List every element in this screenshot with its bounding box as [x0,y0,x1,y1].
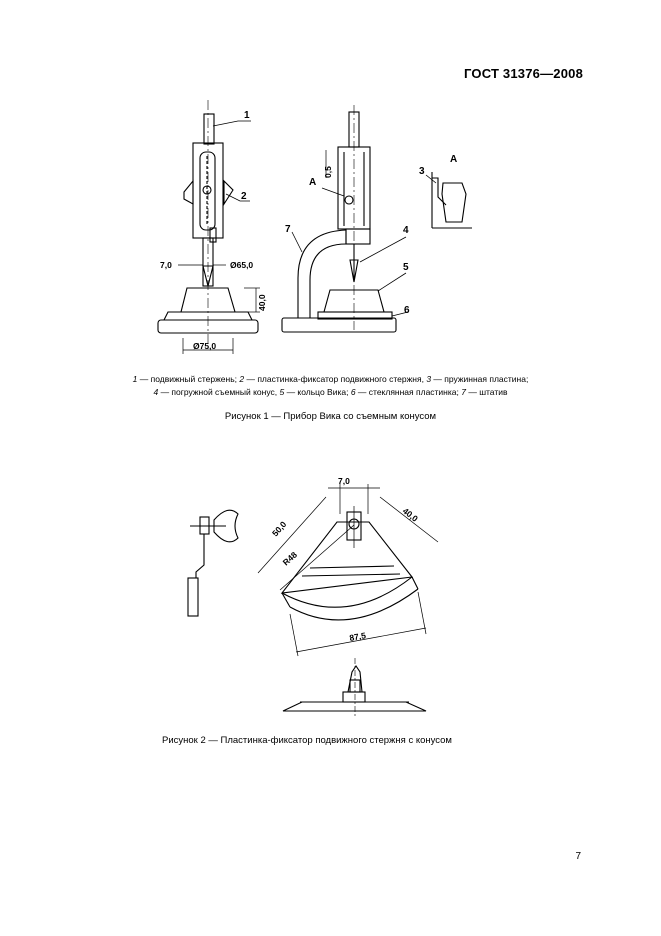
fig1-front-view [158,100,260,354]
dim-7-0: 7,0 [160,260,172,270]
callout-3: 3 [419,166,425,177]
callout-6: 6 [404,305,410,316]
fig1-side-view [282,105,408,332]
callout-4: 4 [403,225,409,236]
standard-header: ГОСТ 31376—2008 [464,66,583,81]
dim-0-5: 0,5 [323,166,333,178]
fig2-dim-r48: R48 [280,549,299,568]
legend-line-1: 1 — подвижный стержень; 2 — пластинка-фиксатор подвижного стержня, 3 — пружинная пластина; [132,374,529,384]
fig2-dim-50-0: 50,0 [269,519,289,539]
fig2-dim-7-0: 7,0 [338,476,350,486]
dim-40-0: 40,0 [257,294,267,311]
dim-d65: Ø65,0 [230,260,254,270]
dim-d75: Ø75,0 [193,341,217,351]
detail-label-a: А [450,154,458,165]
callout-2: 2 [241,191,247,202]
fig2-plate-section [283,658,426,718]
figure2-caption: Рисунок 2 — Пластинка-фиксатор подвижного стержня с конусом [162,735,452,746]
fig2-dim-40-0: 40,0 [400,505,420,524]
fig2-dim-87-5: 87,5 [348,630,367,643]
callout-5: 5 [403,262,409,273]
figure1-legend [0,373,661,399]
page-number: 7 [575,851,581,862]
fig2-clamp-side [188,510,238,616]
figure1-caption: Рисунок 1 — Прибор Вика со съемным конусом [224,411,437,422]
callout-1: 1 [244,110,250,121]
legend-line-2: 4 — погружной съемный конус, 5 — кольцо Вика; 6 — стеклянная пластинка; 7 — штатив [153,387,508,397]
view-label-a: А [309,177,317,188]
fig1-detail-a [426,172,472,228]
callout-7: 7 [285,224,291,235]
